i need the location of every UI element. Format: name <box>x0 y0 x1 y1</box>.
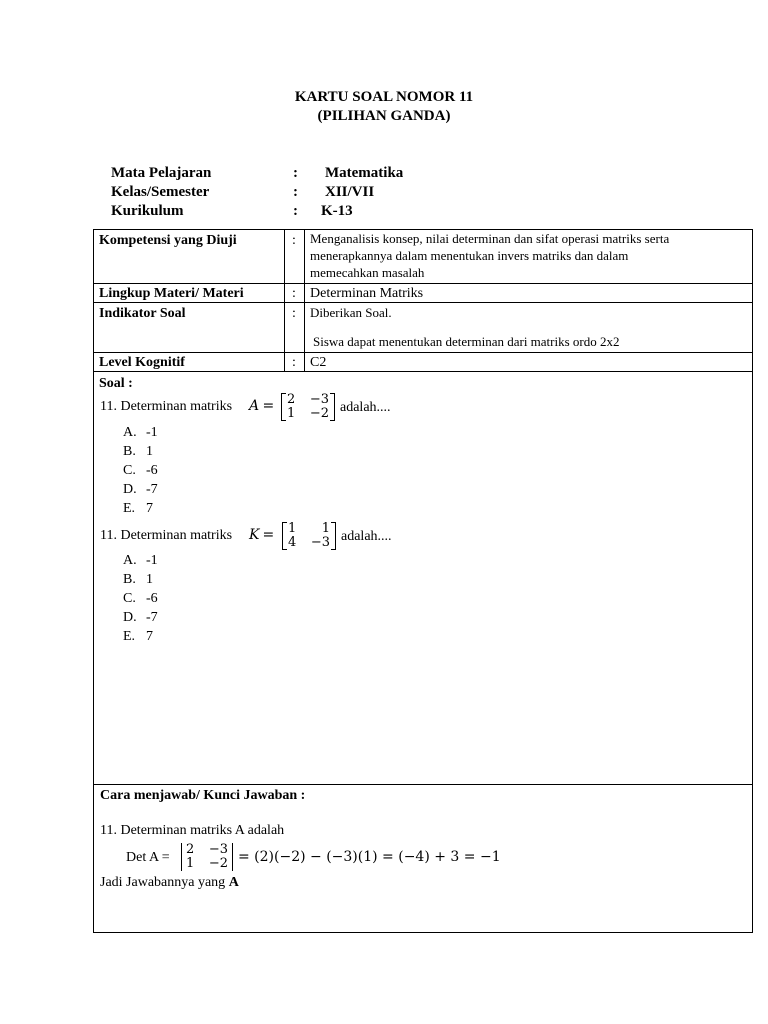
indikator-text-1: Diberikan Soal. <box>310 305 392 320</box>
question-2-equals: = <box>258 527 279 543</box>
table-border-bottom <box>93 932 753 933</box>
matrix-cell: −3 <box>310 535 330 550</box>
option-letter: A. <box>123 553 137 568</box>
option-text: -7 <box>146 610 158 625</box>
det-bar-right <box>232 843 233 871</box>
lingkup-value: Determinan Matriks <box>310 286 424 301</box>
indikator-colon: : <box>292 306 296 321</box>
row-divider <box>93 302 753 303</box>
row-divider <box>93 352 753 353</box>
option-letter: A. <box>123 425 137 440</box>
question-1-suffix: adalah.... <box>340 400 391 415</box>
kompetensi-label: Kompetensi yang Diuji <box>99 233 237 248</box>
option-letter: E. <box>123 501 136 516</box>
question-2-prefix: 11. Determinan matriks <box>100 528 236 543</box>
lingkup-colon: : <box>292 286 296 301</box>
meta-value-kurikulum: K-13 <box>321 203 353 219</box>
kompetensi-text-3: memecahkan masalah <box>310 265 425 280</box>
option-letter: D. <box>123 610 137 625</box>
option-letter: E. <box>123 629 136 644</box>
option-text: 7 <box>146 501 153 516</box>
option-text: -6 <box>146 591 158 606</box>
indikator-text-2: Siswa dapat menentukan determinan dari matriks ordo 2x2 <box>313 334 620 349</box>
bracket-right <box>330 393 335 421</box>
row-divider <box>93 371 753 372</box>
matrix-cell: −3 <box>309 392 329 407</box>
column-divider <box>284 229 285 372</box>
conclusion-answer: A <box>228 875 239 890</box>
option-text: -1 <box>146 553 158 568</box>
option-text: -7 <box>146 482 158 497</box>
meta-colon: : <box>293 184 298 200</box>
level-label: Level Kognitif <box>99 355 185 370</box>
option-letter: C. <box>123 463 136 478</box>
option-text: -6 <box>146 463 158 478</box>
question-2-matrix <box>288 522 330 550</box>
level-colon: : <box>292 355 296 370</box>
matrix-cell: 1 <box>186 856 195 871</box>
det-bar-left <box>181 843 182 871</box>
option-text: -1 <box>146 425 158 440</box>
table-border-right <box>752 229 753 933</box>
indikator-label: Indikator Soal <box>99 306 186 321</box>
kompetensi-text-2: menerapkannya dalam menentukan invers matriks dan dalam <box>310 248 629 263</box>
matrix-cell: 4 <box>288 535 297 550</box>
matrix-cell: −2 <box>208 856 228 871</box>
meta-colon: : <box>293 203 298 219</box>
card-subtitle: (PILIHAN GANDA) <box>317 108 451 124</box>
matrix-cell: 1 <box>287 406 296 421</box>
det-matrix <box>186 843 228 871</box>
meta-label-kurikulum: Kurikulum <box>111 203 184 219</box>
matrix-cell: 1 <box>288 521 297 536</box>
option-text: 1 <box>146 572 153 587</box>
bracket-right <box>331 522 336 550</box>
question-2-variable: K <box>249 527 260 543</box>
kompetensi-colon: : <box>292 233 296 248</box>
option-text: 1 <box>146 444 153 459</box>
kunci-label: Cara menjawab/ Kunci Jawaban : <box>100 788 306 803</box>
option-letter: B. <box>123 444 136 459</box>
matrix-cell: 1 <box>321 521 330 536</box>
table-border-left <box>93 229 94 933</box>
matrix-cell: −3 <box>208 842 228 857</box>
option-text: 7 <box>146 629 153 644</box>
level-value: C2 <box>310 355 327 370</box>
det-prefix: Det A = <box>126 850 174 865</box>
matrix-cell: 2 <box>186 842 195 857</box>
question-1-matrix <box>287 393 329 421</box>
meta-label-mata-pelajaran: Mata Pelajaran <box>111 165 212 181</box>
option-letter: B. <box>123 572 136 587</box>
matrix-cell: −2 <box>309 406 329 421</box>
question-1-prefix: 11. Determinan matriks <box>100 399 236 414</box>
option-letter: C. <box>123 591 136 606</box>
kunci-line-1: 11. Determinan matriks A adalah <box>100 823 285 838</box>
meta-value-mata-pelajaran: Matematika <box>325 165 404 181</box>
meta-colon: : <box>293 165 298 181</box>
bracket-left <box>281 393 286 421</box>
bracket-left <box>282 522 287 550</box>
lingkup-label: Lingkup Materi/ Materi <box>99 286 244 301</box>
meta-label-kelas-semester: Kelas/Semester <box>111 184 210 200</box>
det-expression: = (2)(−2) − (−3)(1) = (−4) + 3 = −1 <box>238 849 501 865</box>
row-divider <box>93 283 753 284</box>
column-divider <box>304 229 305 372</box>
question-2-suffix: adalah.... <box>341 529 392 544</box>
matrix-cell: 2 <box>287 392 296 407</box>
kompetensi-text-1: Menganalisis konsep, nilai determinan dan sifat operasi matriks serta <box>310 231 670 246</box>
question-1-variable: A <box>249 398 260 414</box>
meta-value-kelas-semester: XII/VII <box>325 184 375 200</box>
question-1-equals: = <box>258 398 279 414</box>
conclusion-text: Jadi Jawabannya yang <box>100 875 229 890</box>
card-title: KARTU SOAL NOMOR 11 <box>294 89 474 105</box>
row-divider <box>93 784 753 785</box>
kunci-conclusion <box>100 875 239 891</box>
option-letter: D. <box>123 482 137 497</box>
soal-label: Soal : <box>99 376 133 391</box>
